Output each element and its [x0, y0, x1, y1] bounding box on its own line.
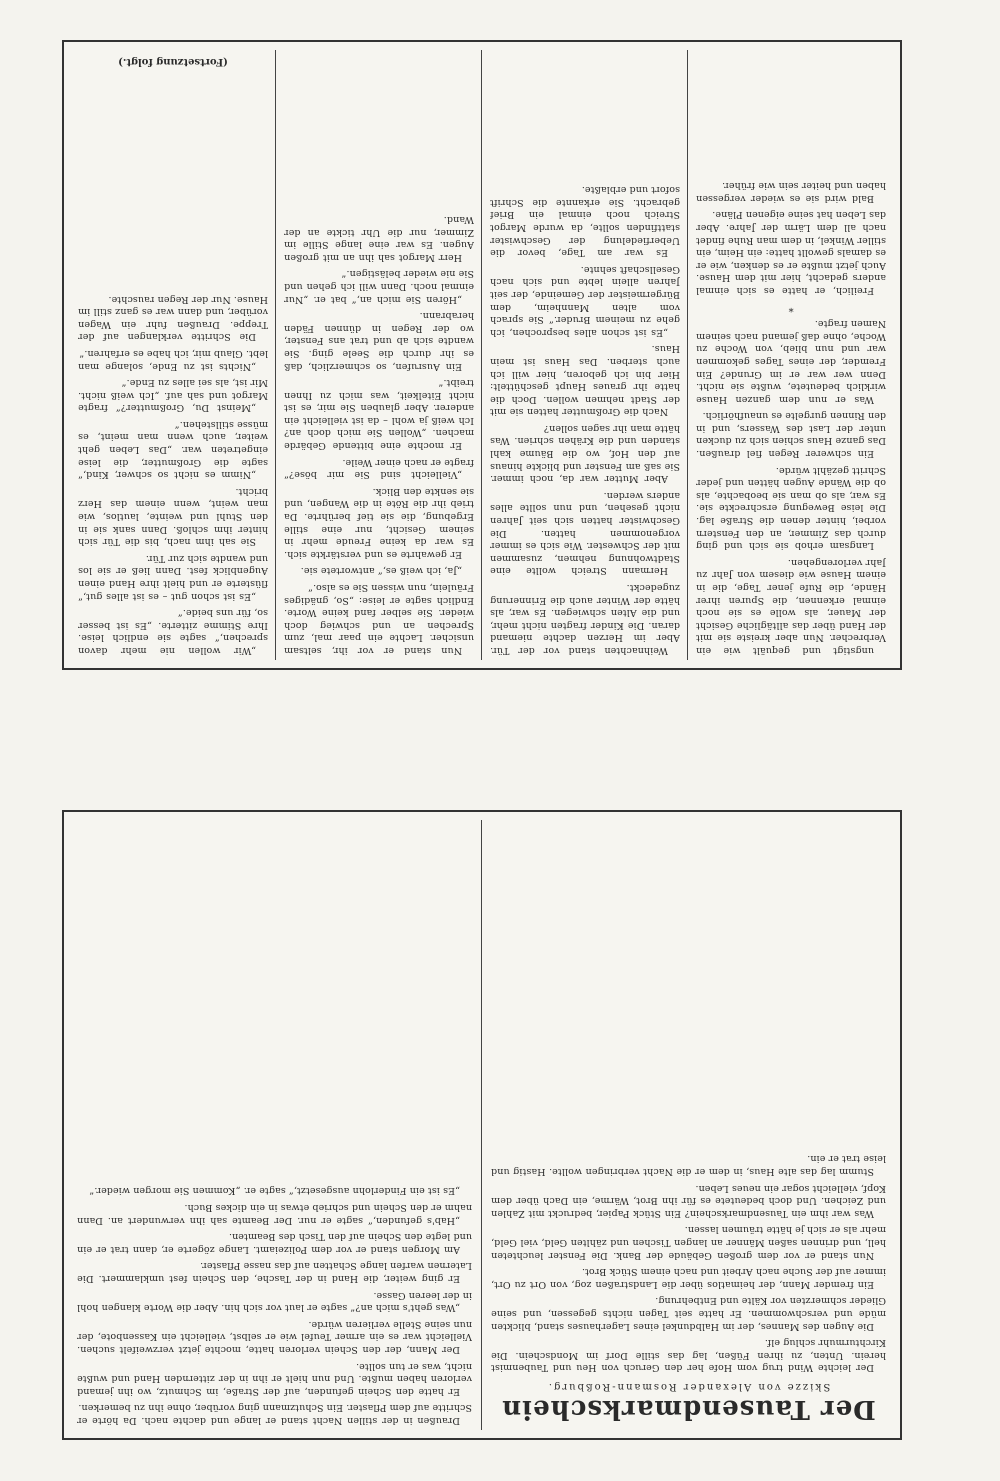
section-separator: *	[788, 301, 794, 313]
article-column	[284, 54, 474, 656]
paragraph: „Meinst Du, Großmutter?“ fragte Margot und sah auf. „Ich weiß nicht. Mir ist, als sei alles zu Ende.“	[78, 377, 268, 414]
paragraph: Er ging weiter, die Hand in der Tasche, den Schein fest umklammert. Die Laternen warfen lange Schatten auf das nasse Pflaster.	[77, 1260, 472, 1285]
story-column-right	[77, 824, 472, 1426]
paragraph: Er hatte den Schein gefunden, auf der Straße, im Schmutz, wo ihn jemand verloren haben mußte. Und nun hielt er ihn in der zitternden Hand und wußte nicht, was er tun sollte.	[77, 1360, 472, 1397]
paragraph: Nun stand er vor ihr, seltsam unsicher. Lachte ein paar mal, zum Sprechen an und schwieg doch wieder. Sie selber fand keine Worte. Endlich sagte er leise: „So, gnädiges Fräulein, nun wissen Sie es also.“	[284, 582, 474, 656]
story-column-left	[491, 824, 886, 1426]
paragraph: „Es ist ein Finderlohn ausgesetzt,“ sagte er. „Kommen Sie morgen wieder.“	[89, 1185, 460, 1197]
paragraph: Was war ihm ein Tausendmarkschein? Ein Stück Papier, bedruckt mit Zahlen und Zeichen. Und doch bedeutete es für ihn Brot, Wärme, ein Dach über dem Kopf, vielleicht sogar ein neues Leben.	[491, 1182, 886, 1219]
column-divider	[481, 50, 482, 660]
paragraph: Die Augen des Mannes, der im Halbdunkel eines Lagerhauses stand, blickten müde und verschwommen. Er hatte seit Tagen nichts gegessen, und seine Glieder schmerzten vor Kälte und Entbehrung.	[491, 1295, 886, 1332]
paragraph: Hermann Streich wollte eine Stadtwohnung nehmen, zusammen mit der Schwester. Wie sich es immer vorgenommen hatten. Die Geschwister hatten sich seit Jahren nicht gesehen, und nun sollte alles anders werden.	[490, 489, 680, 577]
paragraph: Aber Mutter war da, noch immer. Sie saß am Fenster und blickte hinaus auf den Hof, wo die Bäume kahl standen und die Krähen schrien. Was hätte man ihr sagen sollen?	[490, 422, 680, 485]
paragraph: Draußen in der stillen Nacht stand er lange und dachte nach. Da hörte er Schritte auf dem Pflaster. Ein Schutzmann ging vorüber, ohne ihn zu bemerken.	[77, 1402, 472, 1426]
paragraph: „Was geht's mich an?“ sagte er laut vor sich hin. Aber die Worte klangen hohl in der leeren Gasse.	[77, 1289, 472, 1314]
paragraph: Stumm lag das alte Haus, in dem er die Nacht verbringen wollte. Hastig und leise trat er ein.	[491, 1153, 886, 1178]
paragraph: „Es ist schon gut – es ist alles gut,“ flüsterte er und hielt ihre Hand einen Augenblick fest. Dann ließ er sie los und wandte sich zur Tür.	[78, 552, 268, 602]
paragraph: Sie sah ihm nach, bis die Tür sich hinter ihm schloß. Dann sank sie in den Stuhl und weinte, lautlos, wie man weint, wenn einem das Herz bricht.	[78, 485, 268, 548]
paragraph: Nach die Großmutter hatten sie mit der Stadt nehmen wollen. Doch die hatte ihr graues Haupt geschüttelt: Hier bin ich geboren, hier will ich auch sterben. Das Haus ist mein Haus.	[490, 343, 680, 418]
paragraph: Langsam erhob sie sich und ging durch das Zimmer, an den Fenstern vorbei, hinter denen die Straße lag. Die leise Bewegung erschreckte sie. Es war, als ob man sie beobachte, als ob die Wände Augen hätten und jeder Schritt gezählt würde.	[696, 464, 886, 552]
paragraph: „Es ist schon alles besprochen, ich gehe zu meinem Bruder.“ Sie sprach vom alten Mannheim, dem Bürgermeister der Gemeinde, der seit Jahren allein lebte und sich nach Gesellschaft sehnte.	[490, 263, 680, 338]
paragraph: Am Morgen stand er vor dem Polizeiamt. Lange zögerte er, dann trat er ein und legte den Schein auf den Tisch des Beamten.	[77, 1231, 472, 1255]
paragraph: Freilich, er hatte es sich einmal anders gedacht, hier mit dem Hause. Auch jetzt mußte er es denken, wie er es damals gewollt hatte: ein Heim, ein stiller Winkel, in dem man Ruhe findet nach all dem Lärm der Jahre. Aber das Leben hat seine eigenen Pläne.	[696, 209, 886, 296]
paragraph: Ein Ausrufen, so schmerzlich, daß es ihr durch die Seele ging. Sie wandte sich ab und trat ans Fenster, wo der Regen in dünnen Fäden herabrann.	[284, 310, 474, 372]
paragraph: „Hören Sie mich an,“ bat er. „Nur einmal noch. Dann will ich gehen und Sie nie wieder belästigen.“	[284, 268, 474, 305]
story-body	[491, 1152, 886, 1374]
paragraph: Der Mann, der den Schein verloren hatte, mochte jetzt verzweifelt suchen. Vielleicht war es ein armer Teufel wie er selbst, vielleicht ein Kassenbote, der nun seine Stelle verlieren würde.	[77, 1318, 472, 1356]
paragraph: Es war am Tage, bevor die Ueberfiedelung der Geschwister stattfinden sollte, da wurde Margot Streich noch einmal ein Brief gebracht. Sie erkannte die Schrift sofort und erblaßte.	[490, 184, 680, 259]
paragraph: „Vielleicht sind Sie mir böse?“ fragte er nach einer Weile.	[284, 456, 474, 481]
top-section	[62, 40, 902, 670]
continuation-note: (Fortsetzung folgt.)	[118, 56, 228, 67]
paragraph: Er gewahrte es und verstärkte sich. Es war da keine Freude mehr in seinem Gesicht, nur eine stille Ergebung, die sie tief berührte. Da trieb ihr die Röte in die Wangen, und sie senkte den Blick.	[284, 485, 474, 560]
paragraph: ungstigt und gequält wie ein Verbrecher. Nun aber kreiste sie mit der Hand über das alltägliche Gesicht der Mauer, als wolle es sie noch einmal erkennen, die Spuren ihrer Hände, die Rufe jener Tage, die in einem Hause wie diesem von Jahr zu Jahr verlorengehen.	[696, 556, 886, 656]
story-byline: Skizze von Alexander Rosmann-Roßburg.	[546, 1381, 831, 1392]
paragraph: Der leichte Wind trug vom Hofe her den Geruch von Heu und Taubenmist herein. Unten, zu ihren Füßen, lag das stille Dorf im Mondschein. Die Kirchturmuhr schlug elf.	[491, 1337, 886, 1374]
top-section-rotated	[64, 42, 900, 668]
column-divider	[687, 50, 688, 660]
paragraph: Was er nun dem ganzen Hause wirklich bedeutete, wußte sie nicht. Denn wer war er im Grunde? Ein Fremder, der eines Tages gekommen war und nun blieb, von Woche zu Woche, ohne daß jemand nach seinem Namen fragte.	[696, 318, 886, 405]
paragraph: „Wir wollen nie mehr davon sprechen,“ sagte sie endlich leise. Ihre Stimme zitterte. „Es ist besser so, für uns beide.“	[78, 607, 268, 656]
paragraph: „Nichts ist zu Ende, solange man lebt. Glaub mir, ich habe es erfahren.“	[78, 347, 268, 372]
article-column	[490, 54, 680, 656]
paragraph: „Hab's gefunden,“ sagte er nur. Der Beamte sah ihn verwundert an. Dann nahm er den Schein und schrieb etwas in ein dickes Buch.	[77, 1202, 472, 1226]
paragraph: Nun stand er vor dem großen Gebäude der Bank. Die Fenster leuchteten hell, und drinnen saßen Männer an langen Tischen und zählten Geld, viel Geld, mehr als er sich je hätte träumen lassen.	[491, 1224, 886, 1261]
paragraph: Herr Margot sah ihn an mit großen Augen. Es war eine lange Stille im Zimmer, nur die Uhr tickte an der Wand.	[284, 214, 474, 263]
paragraph: Weihnachten stand vor der Tür. Aber im Herzen dachte niemand daran. Die Kinder fragten nicht mehr, und die Alten schwiegen. Es war, als hätte der Winter auch die Erinnerung zugedeckt.	[490, 582, 680, 656]
bottom-section	[62, 810, 902, 1440]
paragraph: Ein schwerer Regen fiel draußen. Das ganze Haus schien sich zu ducken unter der Last des Wassers, und in den Rinnen gurgelte es unaufhörlich.	[696, 410, 886, 460]
paragraph: „Nimm es nicht so schwer, Kind,“ sagte die Großmutter, die leise eingetreten war. „Das Leben geht weiter, auch wenn man meint, es müsse stillstehen.“	[78, 418, 268, 481]
column-divider	[481, 820, 482, 1430]
bottom-section-rotated	[64, 812, 900, 1438]
paragraph: Die Schritte verklangen auf der Treppe. Draußen fuhr ein Wagen vorüber, und dann war es ganz still im Hause. Nur der Regen rauschte.	[78, 293, 268, 343]
paragraph: Ein fremder Mann, der heimatlos über die Landstraßen zog, von Ort zu Ort, immer auf der Suche nach Arbeit und nach einem Stück Brot.	[491, 1266, 886, 1290]
paragraph: Er mochte eine bittende Gebärde machen. „Wollen Sie mich doch an? Ich weiß ja wohl – da ist vielleicht ein anderer. Aber glauben Sie mir, es ist nicht Eitelkeit, was mich zu Ihnen treibt.“	[284, 377, 474, 452]
article-column	[78, 54, 268, 656]
paragraph: „Ja, ich weiß es,“ antwortete sie.	[300, 565, 462, 577]
column-divider	[275, 50, 276, 660]
paragraph: Bald wird sie es wieder vergessen haben und heiter sein wie früher.	[696, 180, 886, 204]
story-title: Der Tausendmarkschein	[501, 1394, 876, 1424]
article-column	[696, 54, 886, 656]
